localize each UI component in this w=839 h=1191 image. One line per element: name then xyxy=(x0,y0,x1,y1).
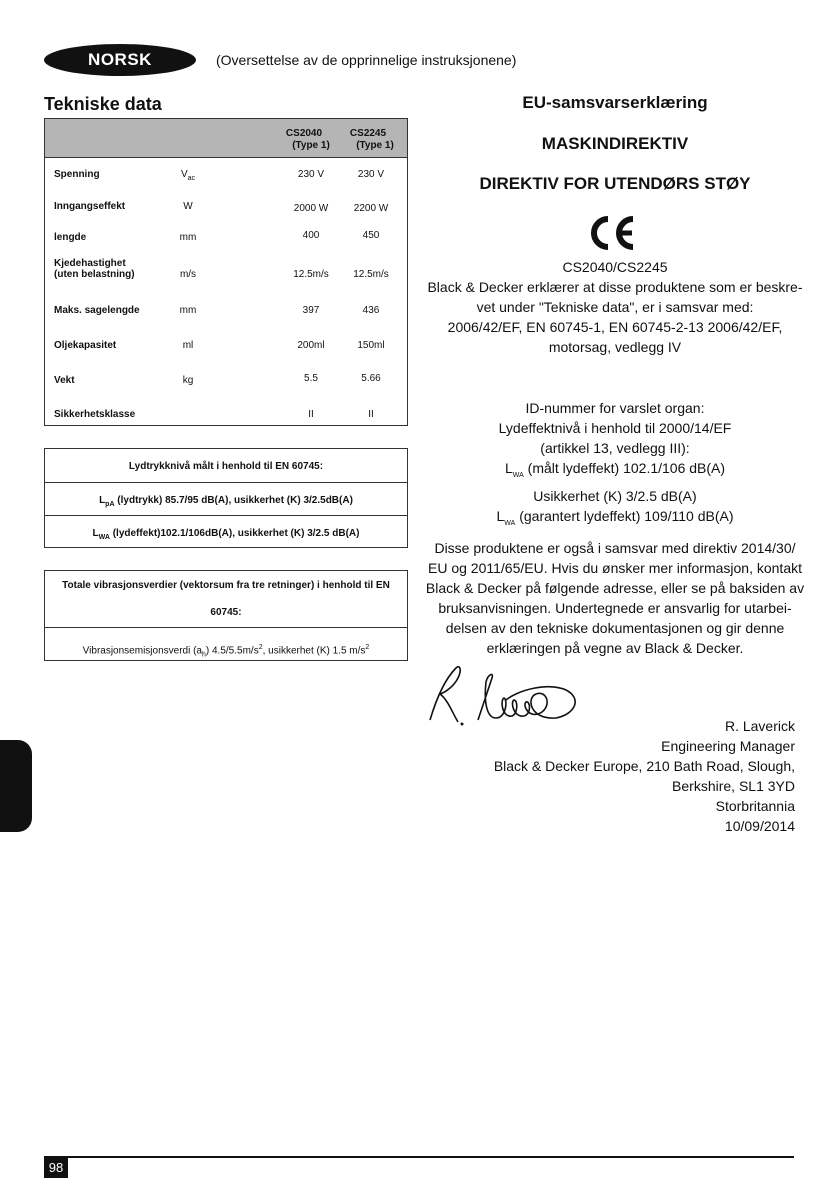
declaration-title: EU-samsvarserklæring xyxy=(522,93,708,112)
page-number: 98 xyxy=(44,1157,68,1178)
sound-lwa: $L_{WA}$ (lydeffekt)102.1/106dB(A), usikkerhet (K) 3/2.5 dB(A) xyxy=(45,515,407,548)
sound-title: Lydtrykknivå målt i henhold til EN 60745: xyxy=(128,461,324,472)
signatory-details: R. Laverick Engineering Manager Black & Decker Europe, 210 Bath Road, Slough, Berkshire, SL1 3YD Storbritannia 10/09/2014 xyxy=(493,718,795,834)
sound-lpa: $L_{pA}$ (lydtrykk) 85.7/95 dB(A), usikkerhet (K) 3/2.5dB(A) xyxy=(45,482,407,516)
col-header-cs2040: CS2040 (Type 1) xyxy=(285,128,330,151)
sound-table xyxy=(44,448,408,548)
language-badge-label: NORSK xyxy=(88,50,152,69)
vibration-table xyxy=(44,570,408,661)
side-tab xyxy=(0,740,32,832)
tech-data-title: Tekniske data xyxy=(44,94,162,114)
footer-divider xyxy=(44,1156,794,1158)
outdoor-noise-title: DIREKTIV FOR UTENDØRS STØY xyxy=(479,174,751,193)
vibration-value: Vibrasjonsemisjonsverdi $(a_h)$ $4.5/5.5m/s^2$, usikkerhet (K) 1.5 $m/s^2$ xyxy=(45,627,407,661)
additional-compliance-text: Disse produktene er også i samsvar med direktiv 2014/30/ EU og 2011/65/EU. Hvis du ønsker mer informasjon, kontakt Black & Decker på følgende adresse, eller se på baksiden av bruksanvisningen. Undertegnede er ansvarlig for utarbei- delsen av den tekniske dokumentasjonen og gir denne erklæringen på vegne av Black & Decker. xyxy=(425,540,805,656)
declaration-models: CS2040/CS2245 xyxy=(562,259,668,275)
tech-data-table: CS2040 (Type 1) CS2245 (Type 1) Spenning $V_{ac}$ 230 V 230 V Inngangseffekt W 2000 W 2200 W lengde mm 400 450 Kjedehastighet (uten belastning) m/s 12.5m/s 12.5m/s Maks. sagelengde mm 397 436 Oljekapasitet ml 200ml 150ml Vekt kg 5.5 5.66 Sikkerhetsklasse II II xyxy=(44,118,408,426)
machine-directive-title: MASKINDIREKTIV xyxy=(541,134,689,153)
vibration-title: Totale vibrasjonsverdier (vektorsum fra tre retninger) i henhold til EN 60745: xyxy=(62,580,390,618)
notified-body-info: ID-nummer for varslet organ: Lydeffektnivå i henhold til 2000/14/EF (artikkel 13, vedlegg III): $L_{WA}$ (målt lydeffekt) 102.1/106 dB(A) Usikkerhet (K) 3/2.5 dB(A) $L_{WA}$ (garantert lydeffekt) 109/110 dB(A) xyxy=(496,400,734,527)
table-header xyxy=(45,119,407,158)
ce-mark-icon xyxy=(586,213,638,253)
col-header-cs2245: CS2245 (Type 1) xyxy=(349,128,394,151)
translation-note: (Oversettelse av de opprinnelige instruksjonene) xyxy=(216,52,517,68)
declaration-text: Black & Decker erklærer at disse produktene som er beskre- vet under "Tekniske data", er i samsvar med: 2006/42/EF, EN 60745-1, EN 60745-2-13 2006/42/EF, motorsag, vedlegg IV xyxy=(427,279,803,355)
language-badge xyxy=(44,44,196,76)
